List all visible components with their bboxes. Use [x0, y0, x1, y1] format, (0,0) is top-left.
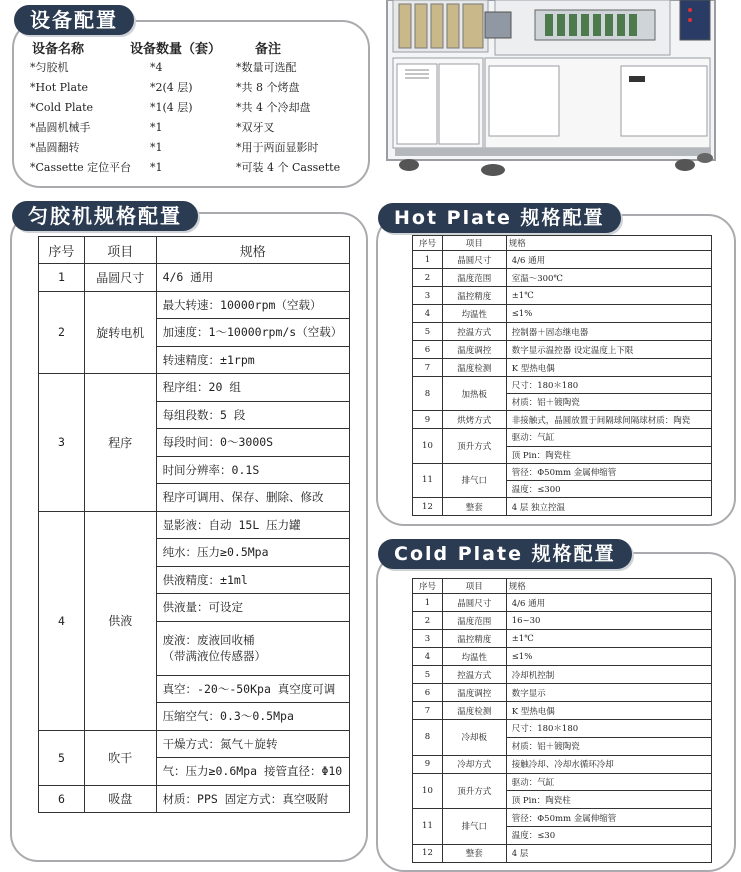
row-item: 晶圆尺寸 — [442, 594, 506, 612]
row-item: 均温性 — [442, 305, 506, 323]
equipment-qty: *1 — [150, 141, 163, 154]
row-item: 吸盘 — [84, 785, 156, 813]
row-number: 3 — [39, 374, 85, 512]
row-number: 2 — [413, 612, 443, 630]
row-number: 4 — [39, 511, 85, 730]
row-number: 2 — [39, 291, 85, 374]
spin-title: 匀胶机规格配置 — [12, 201, 198, 231]
row-spec: K 型热电偶 — [506, 702, 711, 720]
equipment-note: *双牙叉 — [236, 121, 275, 134]
row-number: 2 — [413, 269, 443, 287]
row-spec: 供液量：可设定 — [156, 594, 349, 622]
table-header-cell: 序号 — [39, 237, 85, 264]
row-spec: 管径：Φ50mm 金属伸缩管 — [506, 809, 711, 827]
table-row — [413, 287, 712, 305]
row-item: 排气口 — [442, 463, 506, 497]
table-header-cell: 规格 — [156, 237, 349, 264]
row-spec: 干燥方式：氮气＋旋转 — [156, 730, 349, 758]
row-spec: 接触冷却、冷却水循环冷却 — [506, 755, 711, 773]
row-item: 吹干 — [84, 730, 156, 785]
table-header-cell: 序号 — [413, 236, 443, 251]
row-spec: 程序组：20 组 — [156, 374, 349, 402]
row-item: 顶升方式 — [442, 429, 506, 463]
row-number: 7 — [413, 359, 443, 377]
row-spec: 数字显示温控器 设定温度上下限 — [506, 341, 711, 359]
table-row — [413, 755, 712, 773]
row-spec: 4 层 — [506, 844, 711, 862]
row-spec: 驱动：气缸 — [506, 429, 711, 446]
row-spec: 非接触式，晶圆放置于间隔球间隔球材质：陶瓷 — [506, 411, 711, 429]
equipment-note: *可装 4 个 Cassette — [236, 161, 341, 174]
table-header-row — [39, 237, 350, 264]
table-row — [39, 291, 350, 319]
row-item: 温度范围 — [442, 612, 506, 630]
row-item: 排气口 — [442, 809, 506, 845]
row-spec: 尺寸：180＊180 — [506, 377, 711, 394]
row-spec: 真空：-20～-50Kpa 真空度可调 — [156, 675, 349, 703]
row-number: 1 — [39, 264, 85, 292]
equipment-qty: *2(4 层) — [150, 81, 193, 94]
row-spec: 4/6 通用 — [506, 251, 711, 269]
table-row — [413, 251, 712, 269]
row-item: 加热板 — [442, 377, 506, 411]
equipment-header-name: 设备名称 — [32, 42, 85, 57]
table-header-row — [413, 579, 712, 594]
row-spec: 温度：≤30 — [506, 826, 711, 844]
spin-spec-table — [38, 236, 350, 813]
table-row — [39, 730, 350, 758]
row-spec: 材质：PPS 固定方式：真空吸附 — [156, 785, 349, 813]
table-row — [413, 269, 712, 287]
cold-title: Cold Plate 规格配置 — [378, 539, 632, 569]
row-spec: 冷却机控制 — [506, 666, 711, 684]
row-spec: 每组段数：5 段 — [156, 401, 349, 429]
row-spec: 室温～300℃ — [506, 269, 711, 287]
row-number: 3 — [413, 287, 443, 305]
row-number: 5 — [39, 730, 85, 785]
table-header-row — [413, 236, 712, 251]
row-spec: 废液：废液回收桶 （带满液位传感器） — [156, 621, 349, 675]
table-row — [413, 323, 712, 341]
row-spec: ≤1% — [506, 305, 711, 323]
row-spec: 转速精度：±1rpm — [156, 346, 349, 374]
row-spec: 加速度：1～10000rpm/s（空载） — [156, 319, 349, 347]
row-spec: 温度：≤300 — [506, 480, 711, 497]
row-number: 6 — [413, 341, 443, 359]
row-spec: ±1℃ — [506, 287, 711, 305]
hot-spec-table — [412, 235, 712, 516]
table-header-cell: 项目 — [84, 237, 156, 264]
equipment-name: *Cassette 定位平台 — [30, 161, 132, 174]
equipment-qty: *4 — [150, 61, 163, 74]
row-number: 11 — [413, 809, 443, 845]
table-row — [413, 702, 712, 720]
row-spec: 材质：铝＋镀陶瓷 — [506, 394, 711, 411]
row-item: 整套 — [442, 844, 506, 862]
row-spec: 时间分辨率：0.1S — [156, 456, 349, 484]
equipment-note: *共 4 个冷却盘 — [236, 101, 311, 114]
table-row — [413, 630, 712, 648]
row-number: 3 — [413, 630, 443, 648]
row-number: 9 — [413, 411, 443, 429]
row-item: 整套 — [442, 498, 506, 516]
equipment-note: *共 8 个烤盘 — [236, 81, 300, 94]
table-row — [413, 463, 712, 480]
table-row — [39, 374, 350, 402]
row-spec: 最大转速：10000rpm（空载） — [156, 291, 349, 319]
equipment-header-note: 备注 — [255, 42, 282, 57]
equipment-qty: *1 — [150, 121, 163, 134]
table-row — [413, 377, 712, 394]
cold-spec-table — [412, 578, 712, 863]
row-item: 温度检测 — [442, 702, 506, 720]
row-spec: ±1℃ — [506, 630, 711, 648]
row-spec: 尺寸：180＊180 — [506, 720, 711, 738]
row-item: 冷却板 — [442, 720, 506, 756]
table-header-cell: 序号 — [413, 579, 443, 594]
table-row — [413, 359, 712, 377]
table-row — [39, 511, 350, 539]
row-number: 11 — [413, 463, 443, 497]
row-item: 均温性 — [442, 648, 506, 666]
row-spec: 4/6 通用 — [506, 594, 711, 612]
table-row — [413, 684, 712, 702]
equipment-name: *Cold Plate — [30, 101, 94, 114]
row-item: 温控精度 — [442, 287, 506, 305]
equipment-name: *晶圆翻转 — [30, 141, 80, 154]
row-item: 控温方式 — [442, 323, 506, 341]
row-spec: 4/6 通用 — [156, 264, 349, 292]
row-item: 温度检测 — [442, 359, 506, 377]
table-row — [413, 773, 712, 791]
equipment-name: *匀胶机 — [30, 61, 69, 74]
row-number: 5 — [413, 666, 443, 684]
row-number: 1 — [413, 251, 443, 269]
row-spec: 气：压力≥0.6Mpa 接管直径：Φ10 — [156, 758, 349, 786]
equipment-header-qty: 设备数量（套） — [130, 42, 222, 57]
table-row — [413, 666, 712, 684]
row-spec: 显影液：自动 15L 压力罐 — [156, 511, 349, 539]
table-header-cell: 项目 — [442, 579, 506, 594]
row-number: 12 — [413, 844, 443, 862]
machine-photo — [385, 0, 725, 182]
row-item: 温度范围 — [442, 269, 506, 287]
equipment-note: *数量可选配 — [236, 61, 297, 74]
row-spec: 纯水：压力≥0.5Mpa — [156, 539, 349, 567]
row-item: 温度调控 — [442, 341, 506, 359]
row-item: 程序 — [84, 374, 156, 512]
row-spec: 16~30 — [506, 612, 711, 630]
row-number: 5 — [413, 323, 443, 341]
row-number: 6 — [39, 785, 85, 813]
row-item: 晶圆尺寸 — [442, 251, 506, 269]
row-number: 9 — [413, 755, 443, 773]
row-number: 1 — [413, 594, 443, 612]
row-item: 旋转电机 — [84, 291, 156, 374]
row-spec: 顶 Pin：陶瓷柱 — [506, 791, 711, 809]
row-spec: 压缩空气：0.3～0.5Mpa — [156, 703, 349, 731]
table-row — [413, 844, 712, 862]
row-item: 冷却方式 — [442, 755, 506, 773]
table-row — [39, 264, 350, 292]
equipment-qty: *1(4 层) — [150, 101, 193, 114]
row-number: 4 — [413, 305, 443, 323]
table-row — [413, 594, 712, 612]
row-item: 控温方式 — [442, 666, 506, 684]
row-spec: 管径：Φ50mm 金属伸缩管 — [506, 463, 711, 480]
row-number: 8 — [413, 377, 443, 411]
table-row — [413, 648, 712, 666]
equipment-name: *Hot Plate — [30, 81, 89, 94]
row-number: 7 — [413, 702, 443, 720]
equipment-note: *用于两面显影时 — [236, 141, 319, 154]
row-number: 10 — [413, 429, 443, 463]
table-row — [413, 305, 712, 323]
hot-title: Hot Plate 规格配置 — [378, 203, 621, 233]
table-row — [413, 429, 712, 446]
row-spec: 顶 Pin：陶瓷柱 — [506, 446, 711, 463]
row-number: 6 — [413, 684, 443, 702]
row-item: 烘烤方式 — [442, 411, 506, 429]
row-number: 4 — [413, 648, 443, 666]
equipment-title: 设备配置 — [14, 5, 134, 35]
row-spec: ≤1% — [506, 648, 711, 666]
row-item: 温控精度 — [442, 630, 506, 648]
row-number: 12 — [413, 498, 443, 516]
table-row — [39, 785, 350, 813]
equipment-name: *晶圆机械手 — [30, 121, 91, 134]
row-spec: 数字显示 — [506, 684, 711, 702]
row-item: 晶圆尺寸 — [84, 264, 156, 292]
row-item: 温度调控 — [442, 684, 506, 702]
row-number: 10 — [413, 773, 443, 809]
table-header-cell: 规格 — [506, 579, 711, 594]
table-row — [413, 809, 712, 827]
row-item: 顶升方式 — [442, 773, 506, 809]
row-spec: 4 层 独立控温 — [506, 498, 711, 516]
row-number: 8 — [413, 720, 443, 756]
table-header-cell: 项目 — [442, 236, 506, 251]
table-row — [413, 498, 712, 516]
row-spec: 驱动：气缸 — [506, 773, 711, 791]
table-header-cell: 规格 — [506, 236, 711, 251]
row-spec: 供液精度：±1ml — [156, 566, 349, 594]
table-row — [413, 411, 712, 429]
row-spec: 材质：铝＋镀陶瓷 — [506, 737, 711, 755]
equipment-qty: *1 — [150, 161, 163, 174]
row-spec: 每段时间：0～3000S — [156, 429, 349, 457]
table-row — [413, 341, 712, 359]
row-spec: K 型热电偶 — [506, 359, 711, 377]
row-spec: 程序可调用、保存、删除、修改 — [156, 484, 349, 512]
row-spec: 控制器＋固态继电器 — [506, 323, 711, 341]
table-row — [413, 612, 712, 630]
row-item: 供液 — [84, 511, 156, 730]
table-row — [413, 720, 712, 738]
